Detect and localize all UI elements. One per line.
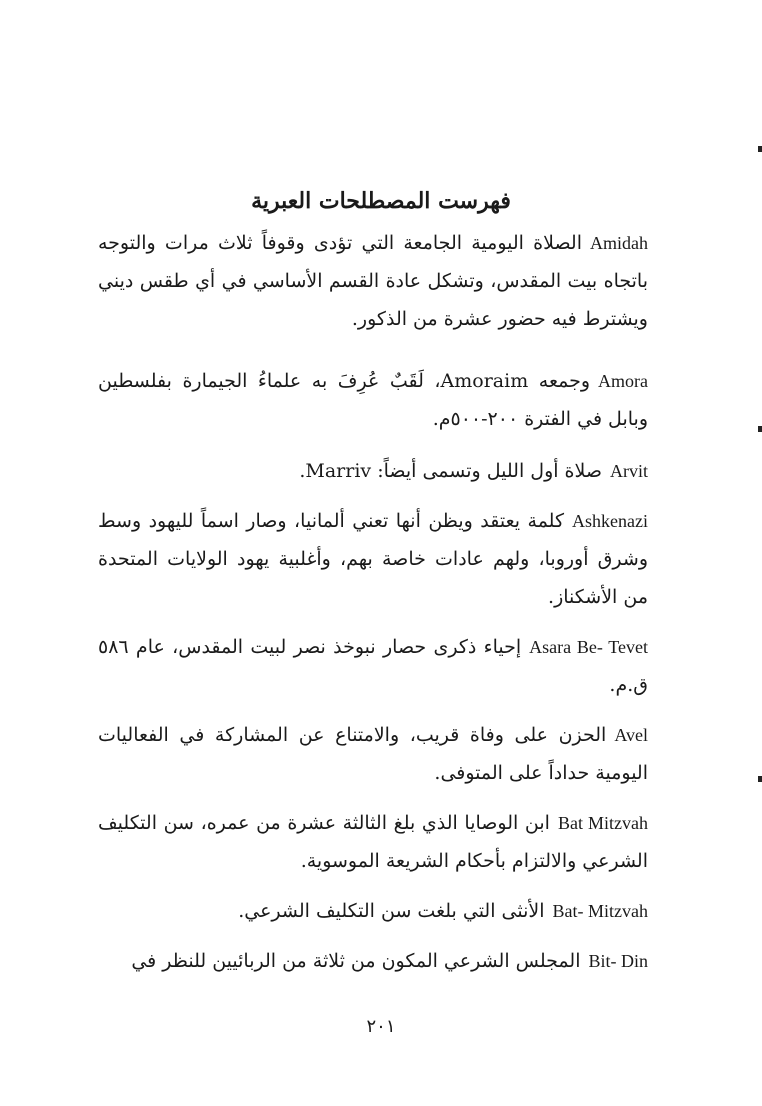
glossary-entry-bit-din <box>98 942 648 980</box>
entry-term: Bit- Din <box>588 951 648 971</box>
entry-term: Amora <box>598 371 648 391</box>
entry-definition: وجمعه Amoraim، لَقَبٌ عُرِفَ به علماءُ الجيمارة بفلسطين وبابل في الفترة ٢٠٠-٥٠٠م. <box>98 370 648 430</box>
entry-definition: صلاة أول الليل وتسمى أيضاً: Marriv. <box>299 460 602 482</box>
glossary-entry-arvit <box>98 452 648 490</box>
entry-definition: الحزن على وفاة قريب، والامتناع عن المشاركة في الفعاليات اليومية حداداً على المتوفى. <box>98 724 648 784</box>
entry-definition: الأنثى التي بلغت سن التكليف الشرعي. <box>238 900 545 922</box>
glossary-entry-avel <box>98 716 648 792</box>
entry-definition: الصلاة اليومية الجامعة التي تؤدى وقوفاً ثلاث مرات والتوجه باتجاه بيت المقدس، وتشكل عادة القسم الأساسي في أي طقس ديني ويشترط فيه حضور عشرة من الذكور. <box>98 232 648 330</box>
scan-edge-mark <box>758 146 762 152</box>
entry-term: Bat Mitzvah <box>557 813 649 833</box>
entry-term: Asara Be- Tevet <box>529 637 649 657</box>
entry-definition: إحياء ذكرى حصار نبوخذ نصر لبيت المقدس، عام ٥٨٦ ق.م. <box>98 636 648 696</box>
entry-term: Amidah <box>590 233 648 253</box>
page-title: فهرست المصطلحات العبرية <box>251 188 511 214</box>
glossary-entry-ashkenazi <box>98 502 648 616</box>
glossary-entry-amidah <box>98 224 648 338</box>
glossary-entry-bat-mitzvah-female <box>98 892 648 930</box>
entry-definition: ابن الوصايا الذي بلغ الثالثة عشرة من عمره، سن التكليف الشرعي والالتزام بأحكام الشريعة الموسوية. <box>98 812 648 872</box>
scan-edge-mark <box>758 776 762 782</box>
entry-term: Avel <box>614 725 648 745</box>
entry-definition: كلمة يعتقد ويظن أنها تعني ألمانيا، وصار اسماً لليهود وسط وشرق أوروبا، ولهم عادات خاصة بهم، وأغلبية يهود الولايات المتحدة من الأشكناز. <box>98 510 648 608</box>
glossary-entry-asara-be-tevet <box>98 628 648 704</box>
scan-edge-mark <box>758 426 762 432</box>
entry-term: Arvit <box>610 461 648 481</box>
page-number: ٢٠١ <box>366 1016 396 1037</box>
glossary-entry-amora <box>98 362 648 438</box>
glossary-entry-bat-mitzvah <box>98 804 648 880</box>
entry-term: Bat- Mitzvah <box>552 901 648 921</box>
entry-definition: المجلس الشرعي المكون من ثلاثة من الربائيين للنظر في <box>131 950 581 972</box>
entry-term: Ashkenazi <box>572 511 648 531</box>
